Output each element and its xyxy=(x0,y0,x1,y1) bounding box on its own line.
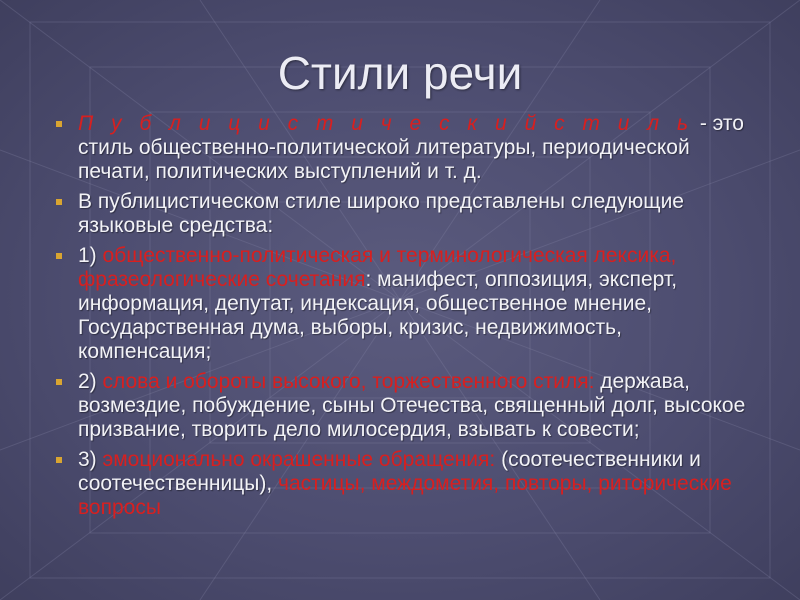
bullet-number: 2) xyxy=(78,370,103,393)
slide-title: Стили речи xyxy=(277,47,523,99)
bullet-text: держава, возмездие, побуждение, сыны Отечества, священный долг, высокое призвание, творить дело милосердия, взывать к совести; xyxy=(78,370,746,441)
bullet-text: (соотечественники и соотечественницы), xyxy=(78,448,701,495)
square-bullet-icon xyxy=(56,199,62,205)
square-bullet-icon xyxy=(56,457,62,463)
bullet-item xyxy=(52,190,752,238)
highlighted-term: эмоционально окрашенные обращения: xyxy=(102,448,496,471)
bullet-number: 3) xyxy=(78,448,103,471)
highlighted-term: общественно-политическая и терминологическая лексика, фразеологические сочетания xyxy=(78,244,677,291)
square-bullet-icon xyxy=(56,253,62,259)
highlighted-term: слова и обороты высокого, торжественного стиля: xyxy=(102,370,595,393)
bullet-text: - это стиль общественно-политической литературы, периодической печати, политических выступлений и т. д. xyxy=(78,112,744,183)
bullet-item xyxy=(52,112,752,184)
bullet-text: : манифест, оппозиция, эксперт, информация, депутат, индексация, общественное мнение, Государственная дума, выборы, кризис, недвижимость, компенсация; xyxy=(78,268,678,363)
bullet-item xyxy=(52,370,752,442)
square-bullet-icon xyxy=(56,121,62,127)
bullet-list xyxy=(52,112,752,526)
bullet-text: В публицистическом стиле широко представлены следующие языковые средства: xyxy=(78,190,684,237)
square-bullet-icon xyxy=(56,379,62,385)
bullet-number: 1) xyxy=(78,244,103,267)
bullet-item xyxy=(52,448,752,520)
highlighted-term: частицы, междометия, повторы, риторические вопросы xyxy=(78,472,732,519)
term-publicistic-style: П у б л и ц и с т и ч е с к и й с т и л ь xyxy=(78,112,694,135)
bullet-item xyxy=(52,244,752,364)
